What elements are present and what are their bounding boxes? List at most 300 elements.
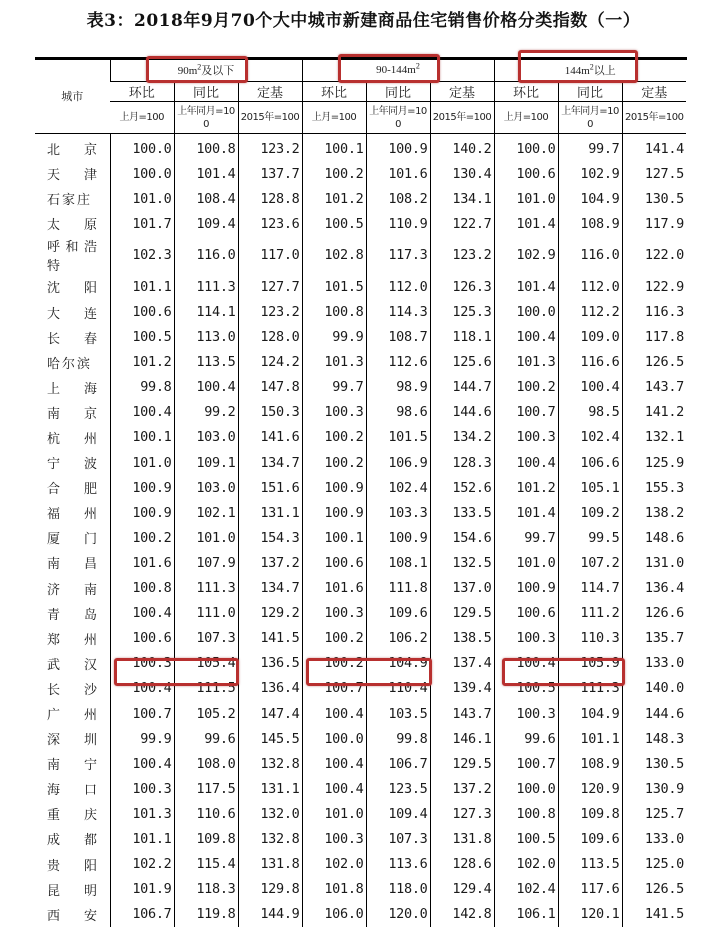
index-value: 116.3 (622, 299, 686, 324)
index-value: 109.2 (558, 500, 622, 525)
index-value: 100.5 (494, 826, 558, 851)
city-label: 武汉 (47, 657, 97, 673)
index-value: 125.6 (430, 350, 494, 375)
city-name (35, 475, 110, 500)
sub-header-mom: 环比 (110, 82, 174, 102)
table-row (35, 676, 686, 701)
sub-header-mom: 环比 (494, 82, 558, 102)
index-value: 129.5 (430, 601, 494, 626)
index-value: 109.1 (174, 450, 238, 475)
index-value: 100.1 (110, 425, 174, 450)
index-value: 100.6 (110, 626, 174, 651)
index-value: 100.4 (110, 400, 174, 425)
index-value: 131.8 (238, 852, 302, 877)
index-value: 147.4 (238, 701, 302, 726)
index-value: 100.2 (302, 425, 366, 450)
index-value: 123.6 (238, 211, 302, 236)
index-value: 100.3 (110, 776, 174, 801)
index-value: 144.6 (430, 400, 494, 425)
table-row (35, 877, 686, 902)
index-value: 139.4 (430, 676, 494, 701)
index-value: 100.2 (302, 161, 366, 186)
table-row (35, 400, 686, 425)
index-value: 101.6 (366, 161, 430, 186)
index-value: 114.3 (366, 299, 430, 324)
index-value: 140.0 (622, 676, 686, 701)
index-value: 102.4 (366, 475, 430, 500)
index-value: 100.3 (494, 425, 558, 450)
index-value: 100.2 (302, 626, 366, 651)
index-value: 110.9 (366, 211, 430, 236)
index-value: 114.1 (174, 299, 238, 324)
index-value: 143.7 (622, 375, 686, 400)
index-value: 101.9 (110, 877, 174, 902)
city-name (35, 500, 110, 525)
city-label: 贵阳 (47, 858, 97, 874)
table-row (35, 601, 686, 626)
index-value: 102.3 (110, 236, 174, 274)
index-value: 137.2 (430, 776, 494, 801)
index-value: 106.7 (366, 751, 430, 776)
city-name (35, 425, 110, 450)
table-row (35, 475, 686, 500)
index-value: 108.9 (558, 211, 622, 236)
index-value: 111.5 (174, 676, 238, 701)
table-row (35, 425, 686, 450)
index-value: 116.0 (558, 236, 622, 274)
index-value: 101.3 (302, 350, 366, 375)
index-value: 137.4 (430, 651, 494, 676)
city-label: 南宁 (47, 758, 97, 774)
index-value: 109.8 (558, 801, 622, 826)
index-value: 120.9 (558, 776, 622, 801)
index-value: 102.4 (494, 877, 558, 902)
index-value: 101.2 (494, 475, 558, 500)
table-row (35, 350, 686, 375)
index-value: 100.3 (302, 826, 366, 851)
index-value: 100.7 (494, 751, 558, 776)
index-value: 108.7 (366, 325, 430, 350)
index-value: 117.0 (238, 236, 302, 274)
index-value: 100.6 (494, 601, 558, 626)
index-value: 100.4 (558, 375, 622, 400)
unit-header-base: 2015年=100 (622, 102, 686, 134)
index-value: 131.1 (238, 500, 302, 525)
city-name (35, 601, 110, 626)
index-value: 104.9 (366, 651, 430, 676)
index-value: 128.0 (238, 325, 302, 350)
unit-header-yoy: 上年同月=100 (558, 102, 622, 134)
price-index-table (35, 59, 686, 927)
city-name (35, 400, 110, 425)
index-value: 120.1 (558, 902, 622, 927)
sub-header-base: 定基 (430, 82, 494, 102)
group-header-small: $90m^2$及以下 (110, 59, 302, 82)
index-value: 111.3 (174, 274, 238, 299)
city-label: 合肥 (47, 482, 97, 498)
index-value: 154.6 (430, 525, 494, 550)
index-value: 147.8 (238, 375, 302, 400)
index-value: 100.4 (302, 776, 366, 801)
city-name (35, 902, 110, 927)
index-value: 129.8 (238, 877, 302, 902)
city-label: 长沙 (47, 682, 97, 698)
index-value: 101.4 (494, 211, 558, 236)
index-value: 123.2 (430, 236, 494, 274)
index-value: 99.6 (174, 726, 238, 751)
index-value: 106.6 (558, 450, 622, 475)
table-row (35, 576, 686, 601)
index-value: 100.6 (302, 550, 366, 575)
index-value: 100.2 (110, 525, 174, 550)
index-value: 105.4 (174, 651, 238, 676)
city-name (35, 161, 110, 186)
index-value: 118.1 (430, 325, 494, 350)
index-value: 141.4 (622, 134, 686, 162)
unit-header-mom: 上月=100 (302, 102, 366, 134)
index-value: 138.2 (622, 500, 686, 525)
index-value: 99.7 (558, 134, 622, 162)
index-value: 113.6 (366, 852, 430, 877)
city-label: 杭州 (47, 431, 97, 447)
table-row (35, 450, 686, 475)
index-value: 100.9 (366, 134, 430, 162)
index-value: 100.3 (302, 400, 366, 425)
index-value: 111.3 (174, 576, 238, 601)
table-row (35, 500, 686, 525)
city-name (35, 375, 110, 400)
index-value: 98.6 (366, 400, 430, 425)
index-value: 117.3 (366, 236, 430, 274)
index-value: 113.0 (174, 325, 238, 350)
city-label: 上海 (47, 381, 97, 397)
index-value: 98.5 (558, 400, 622, 425)
index-value: 140.2 (430, 134, 494, 162)
index-value: 136.4 (238, 676, 302, 701)
index-value: 101.0 (302, 801, 366, 826)
sub-header-base: 定基 (238, 82, 302, 102)
index-value: 101.0 (174, 525, 238, 550)
index-value: 127.3 (430, 801, 494, 826)
index-value: 102.0 (302, 852, 366, 877)
index-value: 101.5 (302, 274, 366, 299)
sub-header-yoy: 同比 (174, 82, 238, 102)
index-value: 103.0 (174, 475, 238, 500)
index-value: 122.0 (622, 236, 686, 274)
index-value: 99.7 (302, 375, 366, 400)
city-name (35, 701, 110, 726)
city-name (35, 134, 110, 162)
index-value: 114.7 (558, 576, 622, 601)
index-value: 113.5 (558, 852, 622, 877)
city-label: 太原 (47, 218, 97, 234)
index-value: 128.8 (238, 186, 302, 211)
city-name (35, 751, 110, 776)
index-value: 143.7 (430, 701, 494, 726)
index-value: 144.9 (238, 902, 302, 927)
index-value: 99.6 (494, 726, 558, 751)
index-value: 133.5 (430, 500, 494, 525)
index-value: 108.4 (174, 186, 238, 211)
city-label: 海口 (47, 783, 97, 799)
index-value: 132.1 (622, 425, 686, 450)
index-value: 101.0 (494, 186, 558, 211)
city-name (35, 299, 110, 324)
index-value: 133.0 (622, 651, 686, 676)
index-value: 101.0 (110, 186, 174, 211)
index-value: 101.2 (302, 186, 366, 211)
table-row (35, 161, 686, 186)
city-label: 成都 (47, 833, 97, 849)
index-value: 100.9 (494, 576, 558, 601)
index-value: 125.9 (622, 450, 686, 475)
table-row (35, 776, 686, 801)
index-value: 145.5 (238, 726, 302, 751)
index-value: 100.6 (110, 299, 174, 324)
index-value: 100.0 (494, 299, 558, 324)
city-name (35, 550, 110, 575)
city-label: 广州 (47, 708, 97, 724)
index-value: 110.3 (558, 626, 622, 651)
table-row (35, 801, 686, 826)
city-label: 昆明 (47, 883, 97, 899)
city-label: 北京 (47, 143, 97, 159)
index-value: 131.0 (622, 550, 686, 575)
index-value: 100.1 (302, 134, 366, 162)
index-value: 133.0 (622, 826, 686, 851)
group-header-medium: $90-144m^2$ (302, 59, 494, 82)
index-value: 132.8 (238, 826, 302, 851)
index-value: 130.4 (430, 161, 494, 186)
table-row (35, 701, 686, 726)
index-value: 100.3 (302, 601, 366, 626)
index-value: 100.4 (494, 651, 558, 676)
city-name (35, 651, 110, 676)
index-value: 100.3 (110, 651, 174, 676)
index-value: 109.6 (558, 826, 622, 851)
table-row (35, 299, 686, 324)
index-value: 126.3 (430, 274, 494, 299)
index-value: 100.4 (110, 601, 174, 626)
index-value: 137.7 (238, 161, 302, 186)
table-row (35, 550, 686, 575)
unit-header-mom: 上月=100 (494, 102, 558, 134)
city-name (35, 350, 110, 375)
index-value: 129.4 (430, 877, 494, 902)
city-label: 福州 (47, 507, 97, 523)
index-value: 105.1 (558, 475, 622, 500)
table-row (35, 852, 686, 877)
index-value: 101.3 (494, 350, 558, 375)
city-name (35, 525, 110, 550)
city-label: 南昌 (47, 557, 97, 573)
city-name (35, 826, 110, 851)
index-value: 132.5 (430, 550, 494, 575)
city-name (35, 211, 110, 236)
city-name (35, 186, 110, 211)
city-name (35, 576, 110, 601)
index-value: 100.2 (494, 375, 558, 400)
index-value: 101.4 (174, 161, 238, 186)
index-value: 134.1 (430, 186, 494, 211)
index-value: 101.0 (110, 450, 174, 475)
index-value: 148.6 (622, 525, 686, 550)
index-value: 127.7 (238, 274, 302, 299)
index-value: 106.0 (302, 902, 366, 927)
index-value: 99.7 (494, 525, 558, 550)
unit-header-mom: 上月=100 (110, 102, 174, 134)
index-value: 112.0 (366, 274, 430, 299)
city-label: 天津 (47, 168, 97, 184)
index-value: 99.9 (110, 726, 174, 751)
index-value: 100.4 (302, 701, 366, 726)
index-value: 108.0 (174, 751, 238, 776)
index-value: 112.6 (366, 350, 430, 375)
index-value: 109.8 (174, 826, 238, 851)
index-value: 141.5 (622, 902, 686, 927)
city-label: 呼和浩特 (47, 240, 97, 275)
index-value: 134.2 (430, 425, 494, 450)
sub-header-mom: 环比 (302, 82, 366, 102)
index-value: 124.2 (238, 350, 302, 375)
index-value: 123.2 (238, 134, 302, 162)
city-name (35, 676, 110, 701)
index-value: 101.0 (494, 550, 558, 575)
index-value: 137.2 (238, 550, 302, 575)
index-value: 100.2 (302, 651, 366, 676)
index-value: 138.5 (430, 626, 494, 651)
index-value: 105.9 (558, 651, 622, 676)
index-value: 109.0 (558, 325, 622, 350)
index-value: 100.8 (174, 134, 238, 162)
index-value: 126.5 (622, 350, 686, 375)
table-row (35, 236, 686, 274)
city-label: 大连 (47, 306, 97, 322)
index-value: 100.9 (366, 525, 430, 550)
table-row (35, 525, 686, 550)
index-value: 146.1 (430, 726, 494, 751)
index-value: 134.7 (238, 450, 302, 475)
index-value: 108.1 (366, 550, 430, 575)
city-label: 石家庄 (47, 193, 93, 209)
index-value: 100.1 (302, 525, 366, 550)
index-value: 117.6 (558, 877, 622, 902)
index-value: 100.4 (494, 325, 558, 350)
index-value: 110.4 (366, 676, 430, 701)
index-value: 101.3 (110, 801, 174, 826)
index-value: 109.4 (174, 211, 238, 236)
table-row (35, 211, 686, 236)
index-value: 134.7 (238, 576, 302, 601)
index-value: 104.9 (558, 701, 622, 726)
index-value: 99.8 (110, 375, 174, 400)
index-value: 135.7 (622, 626, 686, 651)
index-value: 102.2 (110, 852, 174, 877)
index-value: 116.0 (174, 236, 238, 274)
index-value: 111.0 (174, 601, 238, 626)
index-value: 136.5 (238, 651, 302, 676)
city-label: 重庆 (47, 808, 97, 824)
index-value: 111.2 (558, 601, 622, 626)
index-value: 100.4 (110, 676, 174, 701)
index-value: 100.4 (174, 375, 238, 400)
index-value: 100.9 (302, 475, 366, 500)
index-value: 100.9 (110, 500, 174, 525)
index-value: 136.4 (622, 576, 686, 601)
index-value: 101.1 (558, 726, 622, 751)
index-value: 125.0 (622, 852, 686, 877)
index-value: 130.5 (622, 186, 686, 211)
city-name (35, 801, 110, 826)
index-value: 131.8 (430, 826, 494, 851)
index-value: 129.5 (430, 751, 494, 776)
index-value: 111.3 (558, 676, 622, 701)
index-value: 122.7 (430, 211, 494, 236)
index-value: 129.2 (238, 601, 302, 626)
index-value: 130.5 (622, 751, 686, 776)
index-value: 142.8 (430, 902, 494, 927)
index-value: 132.0 (238, 801, 302, 826)
index-value: 100.7 (110, 701, 174, 726)
index-value: 126.5 (622, 877, 686, 902)
index-value: 154.3 (238, 525, 302, 550)
index-value: 115.4 (174, 852, 238, 877)
index-value: 118.0 (366, 877, 430, 902)
city-name (35, 274, 110, 299)
index-value: 109.6 (366, 601, 430, 626)
index-value: 108.9 (558, 751, 622, 776)
city-label: 宁波 (47, 457, 97, 473)
index-value: 123.2 (238, 299, 302, 324)
index-value: 101.4 (494, 274, 558, 299)
index-value: 100.9 (110, 475, 174, 500)
city-label: 青岛 (47, 607, 97, 623)
index-value: 101.7 (110, 211, 174, 236)
index-value: 122.9 (622, 274, 686, 299)
index-value: 151.6 (238, 475, 302, 500)
sub-header-base: 定基 (622, 82, 686, 102)
index-value: 148.3 (622, 726, 686, 751)
index-value: 99.5 (558, 525, 622, 550)
city-name (35, 450, 110, 475)
index-value: 116.6 (558, 350, 622, 375)
index-value: 102.9 (558, 161, 622, 186)
index-value: 108.2 (366, 186, 430, 211)
index-value: 117.8 (622, 325, 686, 350)
index-value: 128.3 (430, 450, 494, 475)
index-value: 100.7 (302, 676, 366, 701)
index-value: 152.6 (430, 475, 494, 500)
index-value: 130.9 (622, 776, 686, 801)
index-value: 132.8 (238, 751, 302, 776)
index-value: 100.0 (110, 134, 174, 162)
index-value: 137.0 (430, 576, 494, 601)
table-row (35, 325, 686, 350)
city-column-header: 城市 (35, 59, 110, 134)
city-name (35, 626, 110, 651)
index-value: 126.6 (622, 601, 686, 626)
city-label: 深圳 (47, 733, 97, 749)
index-value: 107.3 (174, 626, 238, 651)
index-value: 101.2 (110, 350, 174, 375)
index-value: 104.9 (558, 186, 622, 211)
index-value: 113.5 (174, 350, 238, 375)
city-name (35, 726, 110, 751)
city-label: 长春 (47, 331, 97, 347)
unit-header-yoy: 上年同月=100 (366, 102, 430, 134)
index-value: 125.7 (622, 801, 686, 826)
index-value: 105.2 (174, 701, 238, 726)
